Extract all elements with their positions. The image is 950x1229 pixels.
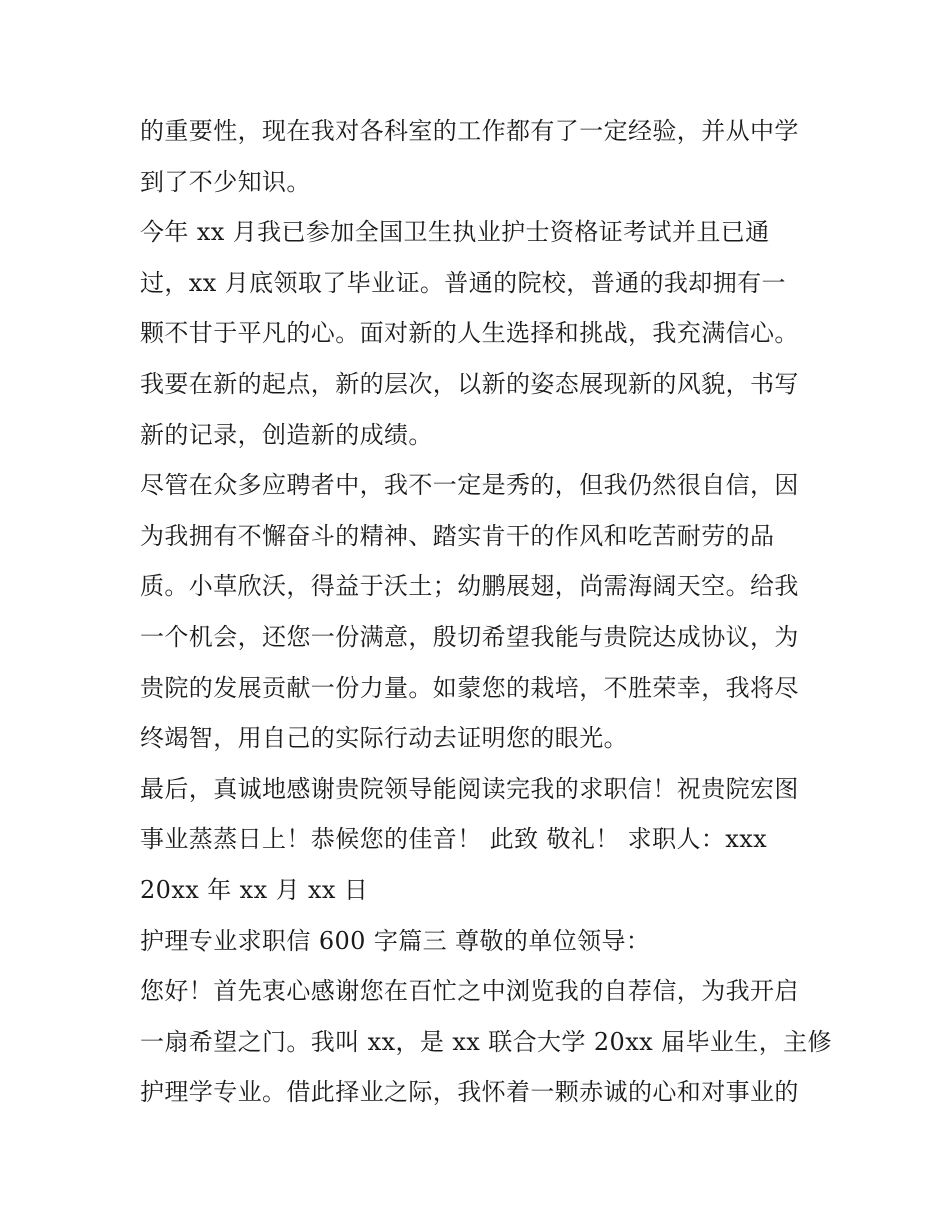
text-line: 尽管在众多应聘者中，我不一定是秀的，但我仍然很自信，因	[140, 471, 799, 500]
text-line: 贵院的发展贡献一份力量。如蒙您的栽培，不胜荣幸，我将尽	[140, 673, 799, 702]
text-line: 质。小草欣沃，得益于沃土；幼鹏展翅，尚需海阔天空。给我	[140, 572, 799, 601]
text-line: 终竭智，用自己的实际行动去证明您的眼光。	[140, 724, 628, 753]
text-line: 最后，真诚地感谢贵院领导能阅读完我的求职信！祝贵院宏图	[140, 774, 799, 803]
text-line: 一扇希望之门。我叫 xx，是 xx 联合大学 20xx 届毕业生，主修	[140, 1027, 832, 1056]
text-line: 到了不少知识。	[140, 167, 311, 196]
text-line: 护理学专业。借此择业之际，我怀着一颗赤诚的心和对事业的	[140, 1078, 799, 1107]
text-line: 我要在新的起点，新的层次，以新的姿态展现新的风貌，书写	[140, 369, 799, 398]
text-line: 护理专业求职信 600 字篇三 尊敬的单位领导：	[140, 926, 651, 955]
body-text	[140, 106, 830, 1118]
text-line: 颗不甘于平凡的心。面对新的人生选择和挑战，我充满信心。	[140, 319, 799, 348]
text-line: 过，xx 月底领取了毕业证。普通的院校，普通的我却拥有一	[140, 268, 786, 297]
text-line: 您好！首先衷心感谢您在百忙之中浏览我的自荐信，为我开启	[140, 977, 799, 1006]
text-line: 20xx 年 xx 月 xx 日	[140, 875, 369, 904]
text-line: 今年 xx 月我已参加全国卫生执业护士资格证考试并且已通	[140, 218, 770, 247]
text-line: 为我拥有不懈奋斗的精神、踏实肯干的作风和吃苦耐劳的品	[140, 521, 775, 550]
text-line: 新的记录，创造新的成绩。	[140, 420, 433, 449]
text-line: 一个机会，还您一份满意，殷切希望我能与贵院达成协议，为	[140, 622, 799, 651]
text-line: 的重要性，现在我对各科室的工作都有了一定经验，并从中学	[140, 117, 799, 145]
text-line: 事业蒸蒸日上！恭候您的佳音！ 此致 敬礼！ 求职人：xxx	[140, 825, 768, 854]
